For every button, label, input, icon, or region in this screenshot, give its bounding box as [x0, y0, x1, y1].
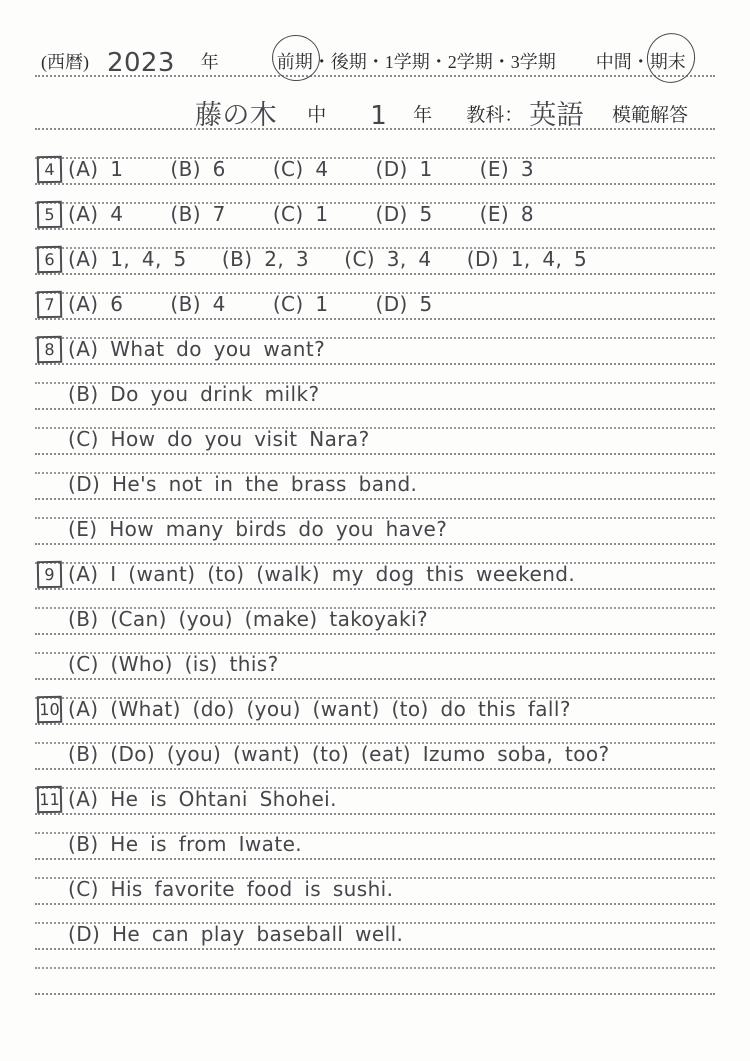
answer-row [35, 562, 715, 590]
question-number-box [37, 741, 62, 768]
question-number-box [37, 651, 62, 678]
answer-row [35, 472, 715, 500]
answer-rows [35, 140, 715, 995]
question-number-box: 6 [37, 246, 62, 273]
answer-row [35, 787, 715, 815]
answer-text: (A) He is Ohtani Shohei. [68, 787, 337, 811]
question-number-box: 4 [37, 156, 62, 183]
answer-row [35, 427, 715, 455]
answer-text: (B) He is from Iwate. [68, 832, 303, 856]
answer-row [35, 922, 715, 950]
answer-row [35, 157, 715, 185]
exam-options [596, 48, 686, 75]
question-number-box [37, 606, 62, 633]
question-number-box: 9 [37, 561, 62, 588]
exam-circled-mark: 期末 [650, 48, 686, 74]
answer-text: (A) 1, 4, 5 (B) 2, 3 (C) 3, 4 (D) 1, 4, 5 [68, 247, 588, 271]
answer-row [35, 337, 715, 365]
question-number-box [37, 966, 62, 993]
term-circled-mark: 前期 [277, 48, 313, 74]
question-number-box [37, 921, 62, 948]
sheet-type-label: 模範解答 [612, 105, 689, 126]
term-options-rest: ・後期・1学期・2学期・3学期 [312, 52, 556, 72]
answer-text: (C) (Who) (is) this? [68, 652, 279, 676]
answer-row [35, 517, 715, 545]
question-number-box [37, 516, 62, 543]
answer-text: (A) What do you want? [68, 337, 326, 361]
answer-row [35, 832, 715, 860]
answer-row [35, 742, 715, 770]
answer-row [35, 292, 715, 320]
question-number-box [37, 876, 62, 903]
school-type-label: 中 [307, 105, 327, 126]
answer-text: (D) He's not in the brass band. [68, 472, 418, 496]
answer-text: (A) I (want) (to) (walk) my dog this weekend. [68, 562, 576, 586]
subject-handwritten: 英語 [529, 100, 585, 131]
answer-row [35, 247, 715, 275]
question-number-box [37, 426, 62, 453]
question-number-box [37, 471, 62, 498]
answer-text: (A) 6 (B) 4 (C) 1 (D) 5 [68, 292, 433, 316]
question-number-box: 11 [37, 786, 62, 813]
answer-text: (C) His favorite food is sushi. [68, 877, 394, 901]
answer-text: (E) How many birds do you have? [68, 517, 448, 541]
answer-text: (B) (Do) (you) (want) (to) (eat) Izumo soba, too? [68, 742, 610, 766]
question-number-box: 7 [37, 291, 62, 318]
answer-text: (A) (What) (do) (you) (want) (to) do this fall? [68, 697, 571, 721]
answer-row [35, 967, 715, 995]
question-number-box: 8 [37, 336, 62, 363]
header-line-school-subject [35, 97, 715, 130]
header-line-year-term [35, 44, 715, 77]
answer-text: (A) 1 (B) 6 (C) 4 (D) 1 (E) 3 [68, 157, 534, 181]
answer-text: (C) How do you visit Nara? [68, 427, 370, 451]
question-number-box: 5 [37, 201, 62, 228]
answer-text: (D) He can play baseball well. [68, 922, 404, 946]
era-label: (西暦) [41, 52, 89, 72]
answer-text: (B) Do you drink milk? [68, 382, 320, 406]
year-handwritten: 2023 [107, 48, 175, 78]
question-number-box [37, 381, 62, 408]
answer-row [35, 202, 715, 230]
grade-handwritten: 1 [370, 101, 388, 131]
question-number-box: 10 [37, 696, 62, 723]
exam-prefix: 中間・ [595, 52, 650, 72]
answer-row [35, 652, 715, 680]
question-number-box [37, 831, 62, 858]
answer-row [35, 877, 715, 905]
answer-row [35, 382, 715, 410]
answer-text: (A) 4 (B) 7 (C) 1 (D) 5 (E) 8 [68, 202, 534, 226]
school-name-handwritten: 藤の木 [195, 100, 278, 131]
answer-row [35, 697, 715, 725]
answer-text: (B) (Can) (you) (make) takoyaki? [68, 607, 428, 631]
answer-row [35, 607, 715, 635]
term-options [277, 48, 556, 75]
subject-label: 教科： [466, 105, 524, 126]
year-unit: 年 [200, 52, 219, 72]
grade-unit: 年 [413, 105, 433, 126]
